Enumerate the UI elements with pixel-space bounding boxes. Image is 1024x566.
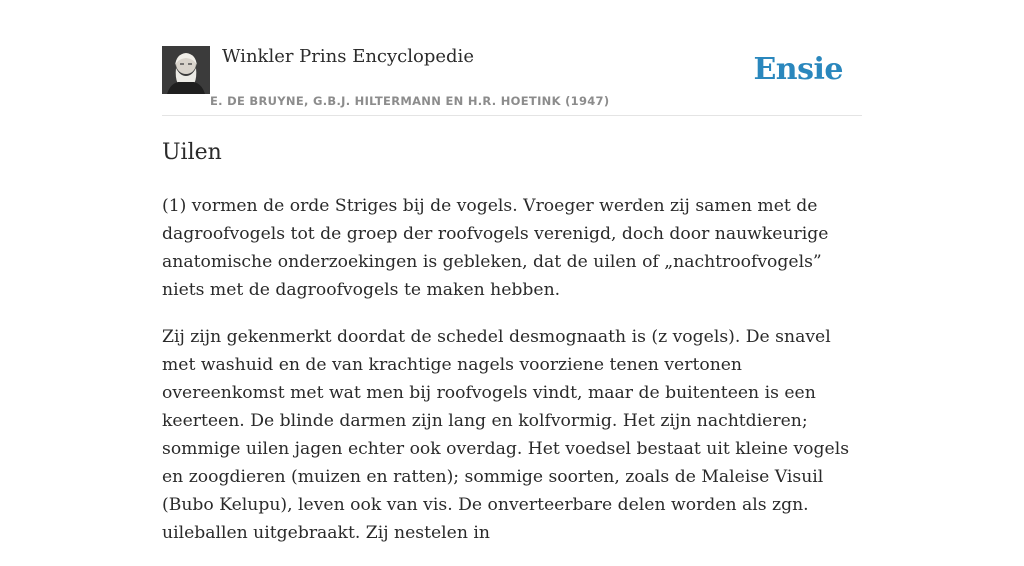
entry-body (162, 192, 862, 566)
source-authors: E. DE BRUYNE, G.B.J. HILTERMANN EN H.R. HOETINK (1947) (210, 94, 610, 108)
source-title-link[interactable]: Winkler Prins Encyclopedie (222, 46, 474, 67)
portrait-avatar-icon[interactable] (162, 46, 210, 94)
entry-title: Uilen (162, 140, 222, 165)
page (162, 0, 862, 543)
ensie-logo-link[interactable]: Ensie (753, 52, 843, 87)
entry-paragraph: Zij zijn gekenmerkt doordat de schedel desmognaath is (z vogels). De snavel met washuid en de van krachtige nagels voorziene tenen vertonen overeenkomst met wat men bij roofvogels vindt, maar de buitenteen is een keerteen. De blinde darmen zijn lang en kolfvormig. Het zijn nachtdieren; sommige uilen jagen echter ook overdag. Het voedsel bestaat uit kleine vogels en zoogdieren (muizen en ratten); sommige soorten, zoals de Maleise Visuil (Bubo Kelupu), leven ook van vis. De onverteerbare delen worden als zgn. uileballen uitgebraakt. Zij nestelen in (162, 327, 850, 543)
entry-paragraph: (1) vormen de orde Striges bij de vogels. Vroeger werden zij samen met de dagroofvogels tot de groep der roofvogels verenigd, doch door nauwkeurige anatomische onderzoekingen is gebleken, dat de uilen of „nachtroofvogels” niets met de dagroofvogels te maken hebben. (162, 196, 829, 300)
source-header (162, 0, 862, 116)
